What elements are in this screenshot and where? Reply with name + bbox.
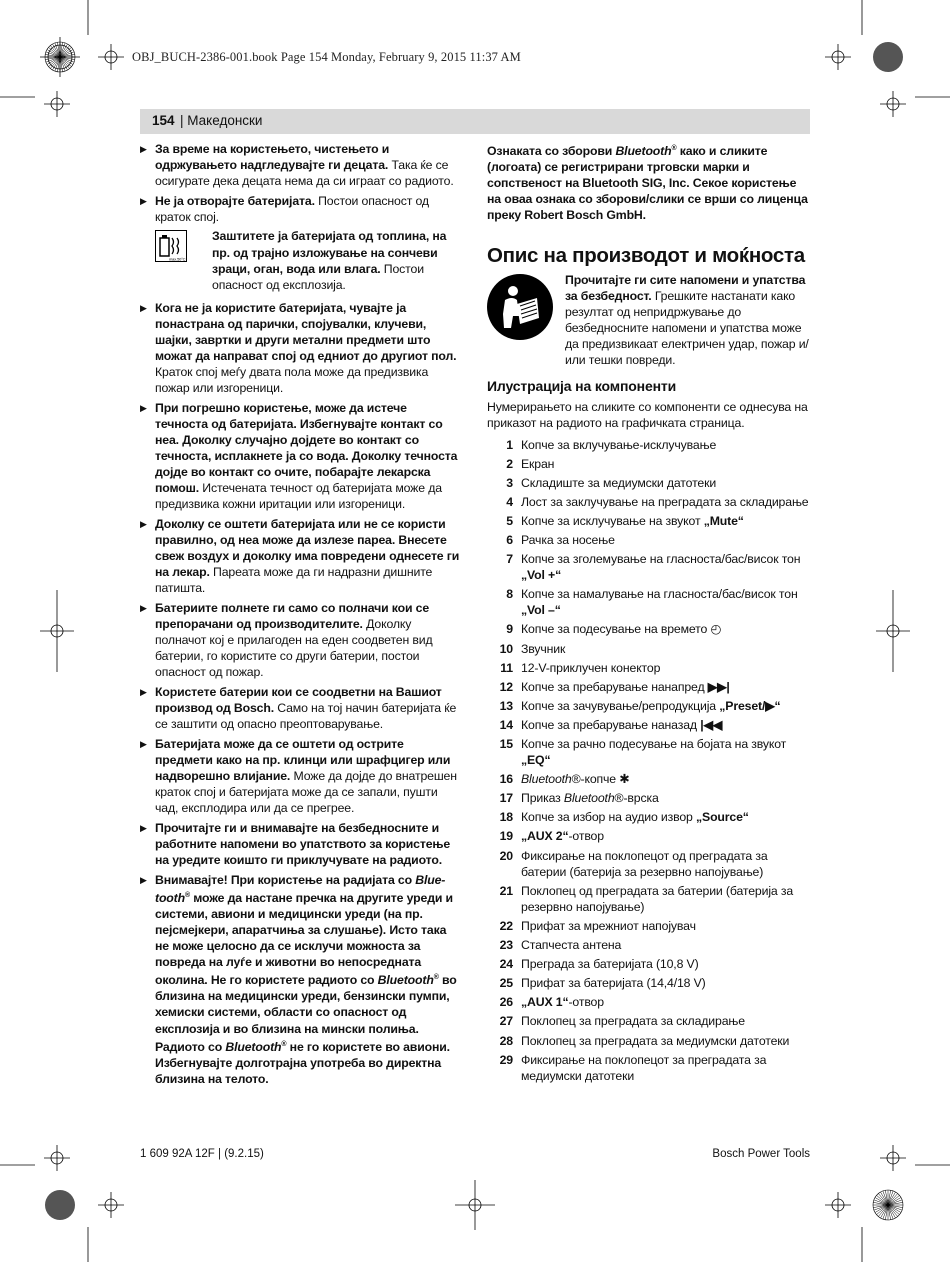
component-number: 19 [499,829,513,844]
battery-warning: max.50°C Заштитете ја батеријата од топлина, на пр. од трајно изложување на сончеви зраци, оган, вода или влага. Постои опасност од експлозија. [155,228,462,292]
component-item [487,437,811,453]
component-item [487,809,811,825]
safety-bullet: ▶ Батеријата може да се оштети од острите предмети како на пр. клинци или шрафцигер или надворешно влијание. Може да дојде до внатрешен краток спој и батеријата може да се запали, пушти чад, експлодира или да се прегрее. [140,736,462,816]
safety-bullet: ▶ Прочитајте ги и внимавајте на безбедносните и работните напомени во упатството за користење на уредите коишто ги приклучувате на радиото. [140,820,462,868]
component-item [487,698,811,714]
trademark-notice: Ознаката со зборови Bluetooth® како и сликите (логоата) се регистрирани трговски марки и сопственост на Bluetooth SIG, Inc. Секое користење на оваа ознака со зборови/слики се врши со лиценца преку Robert Bosch GmbH. [487,144,808,223]
component-item [487,1052,811,1084]
component-number: 12 [499,679,513,694]
component-label: Фиксирање на поклопецот за преградата за медиумски датотеки [521,1052,767,1083]
general-safety-note: Прочитајте ги сите напомени и упатства за безбедност. Грешките настанати како резултат од непридржување до безбедносните напомени и упатства може да предизвикаат електричен удар, пожар и/или тешки повреди. [487,272,811,369]
battery-heat-warning-icon [155,230,187,262]
component-item [487,513,811,529]
component-number: 20 [499,848,513,863]
component-item [487,532,811,548]
component-number: 24 [499,957,513,972]
component-label: Копче за избор на аудио извор „Source“ [521,810,749,825]
footer-left: 1 609 92A 12F | (9.2.15) [140,1148,264,1160]
component-number: 15 [499,737,513,751]
component-label: Копче за рачно подесување на бојата на звукот „EQ“ [521,737,787,768]
section-title: Опис на производот и моќноста [487,243,805,267]
component-label: Копче за подесување на времето ◴ [521,622,722,637]
component-number: 2 [506,456,513,471]
illustration-intro: Нумерирањето на сликите со компоненти се однесува на приказот на радиото на графичката страница. [487,400,808,431]
component-number: 23 [499,938,513,953]
component-number: 13 [499,698,513,713]
component-label: Копче за зголемување на гласноста/бас/висок тон „Vol +“ [521,552,801,583]
component-label: Екран [521,456,555,471]
component-label: Приказ Bluetooth®-врска [521,791,659,806]
component-label: Копче за пребарување нанапред ▶▶| [521,679,730,694]
component-item [487,641,811,657]
component-number: 11 [500,660,513,675]
component-label: Копче за зачувување/репродукција „Preset/▶“ [521,698,781,713]
component-number: 27 [499,1014,513,1029]
component-label: Поклопец за преградата за медиумски датотеки [521,1033,790,1048]
component-item [487,828,811,844]
component-number: 14 [499,717,513,732]
header-language: | Македонски [180,113,263,128]
component-item [487,994,811,1010]
component-label: Прифат за мрежниот напојувач [521,918,696,933]
component-label: Копче за пребарување наназад |◀◀ [521,717,723,732]
page-header [140,109,810,134]
component-item [487,551,811,583]
component-number: 5 [506,513,513,528]
component-number: 16 [499,772,513,787]
component-number: 1 [506,437,513,452]
component-label: Фиксирање на поклопецот од преградата за батерии (батерија за резервно напојување) [521,848,768,879]
component-number: 26 [499,995,513,1010]
component-label: Прифат за батеријата (14,4/18 V) [521,976,706,991]
component-label: Bluetooth®-копче ✱ [521,772,630,787]
component-number: 25 [499,976,513,991]
component-number: 18 [499,810,513,825]
component-label: Преграда за батеријата (10,8 V) [521,957,699,972]
component-label: „AUX 2“-отвор [521,829,604,844]
component-item [487,790,811,806]
component-item [487,848,811,880]
component-item [487,475,811,491]
footer-right: Bosch Power Tools [712,1148,810,1160]
component-number: 6 [506,532,513,547]
safety-bullet: ▶ Доколку се оштети батеријата или не се користи правилно, од неа може да излезе пареа. Внесете свеж воздух и доколку има повредени однесете ги на лекар. Пареата може да ги надразни дишните патишта. [140,516,462,596]
component-list [487,437,811,1084]
safety-bullet: ▶ Кога не ја користите батеријата, чувајте ја понастрана од парички, спојувалки, клучеви, шајки, завртки и други метални предмети што можат да направат спој од едниот до другиот пол. Краток спој меѓу двата пола може да предизвика пожар или изгореници. [140,300,462,397]
component-item [487,456,811,472]
page-number: 154 [152,113,175,128]
component-number: 22 [499,918,513,933]
left-column [140,141,462,1091]
component-number: 8 [506,587,513,602]
component-item [487,586,811,618]
component-label: Копче за исклучување на звукот „Mute“ [521,513,744,528]
component-label: Поклопец од преградата за батерии (батерија за резервно напојување) [521,883,794,914]
component-label: Стапчеста антена [521,938,622,953]
component-item [487,883,811,915]
component-item [487,736,811,768]
component-number: 17 [499,791,513,806]
right-column [487,141,811,1087]
component-label: Складиште за медиумски датотеки [521,475,717,490]
component-number: 28 [499,1033,513,1048]
safety-bullet: ▶ Не ја отворајте батеријата. Постои опасност од краток спој. [140,193,462,225]
component-item [487,1033,811,1049]
component-item [487,660,811,676]
print-info: OBJ_BUCH-2386-001.book Page 154 Monday, February 9, 2015 11:37 AM [132,50,521,64]
component-label: Поклопец за преградата за складирање [521,1014,745,1029]
component-number: 10 [499,641,513,656]
safety-bullet: ▶ За време на користењето, чистењето и одржувањето надгледувајте ги децата. Така ќе се осигурате дека децата нема да си играат со радиото. [140,141,462,189]
component-item [487,621,811,637]
component-number: 29 [499,1052,513,1067]
safety-bullet: ▶ Батериите полнете ги само со полначи кои се препорачани од производителите. Доколку полначот кој е прилагоден на еден соодветен вид батерии, го користите со други батерии, постои опасност од пожар. [140,600,462,680]
component-item [487,771,811,787]
component-item [487,1013,811,1029]
component-number: 21 [499,883,513,898]
component-number: 4 [506,494,513,509]
component-item [487,975,811,991]
component-item [487,494,811,510]
component-number: 9 [506,622,513,637]
component-label: 12-V-приклучен конектор [521,660,661,675]
safety-bullet: ▶ Користете батерии кои се соодветни на Вашиот производ од Bosch. Само на тој начин батеријата ќе се заштити од опасно преоптоварување. [140,684,462,732]
safety-bullet: ▶ При погрешно користење, може да истече течноста од батеријата. Избегнувајте контакт со неа. Доколку случајно дојдете во контакт со течноста, исплакнете ја со вода. Доколку течноста дојде во контакт со очите, побарајте лекарска помош. Истечената течност од батеријата може да предизвика кожни иритации или изгореници. [140,400,462,513]
read-manual-icon [487,274,553,340]
component-item [487,717,811,733]
component-label: Копче за намалување на гласноста/бас/висок тон „Vol –“ [521,587,798,618]
svg-text:max.50°C: max.50°C [169,256,186,262]
component-item [487,937,811,953]
component-label: Лост за заклучување на преградата за складирање [521,494,809,509]
component-label: Звучник [521,641,566,656]
component-number: 3 [506,475,513,490]
component-number: 7 [506,552,513,567]
component-item [487,956,811,972]
component-label: „AUX 1“-отвор [521,995,604,1010]
illustration-title: Илустрација на компоненти [487,378,677,395]
component-item [487,918,811,934]
bluetooth-warning-bullet: ▶ Внимавајте! При користење на радијата со Blue-tooth® може да настане пречка на другите уреди и системи, авиони и медицински уреди (на пр. пејсмејкери, апаратчиња за слушање). Исто така не може целосно да се исклучи можноста за повреда на луѓе и животни во непосредната околина. Не го користете радиото со Bluetooth® во близина на медицински уреди, бензински пумпи, хемиски системи, области со опасност од експлозија и во близина на мински полиња. Радиото со Bluetooth® не го користете во авиони. Избегнувајте долготрајна употреба во директна близина на телото. [140,872,462,1088]
component-item [487,679,811,695]
component-label: Копче за вклучување-исклучување [521,437,717,452]
component-label: Рачка за носење [521,532,615,547]
